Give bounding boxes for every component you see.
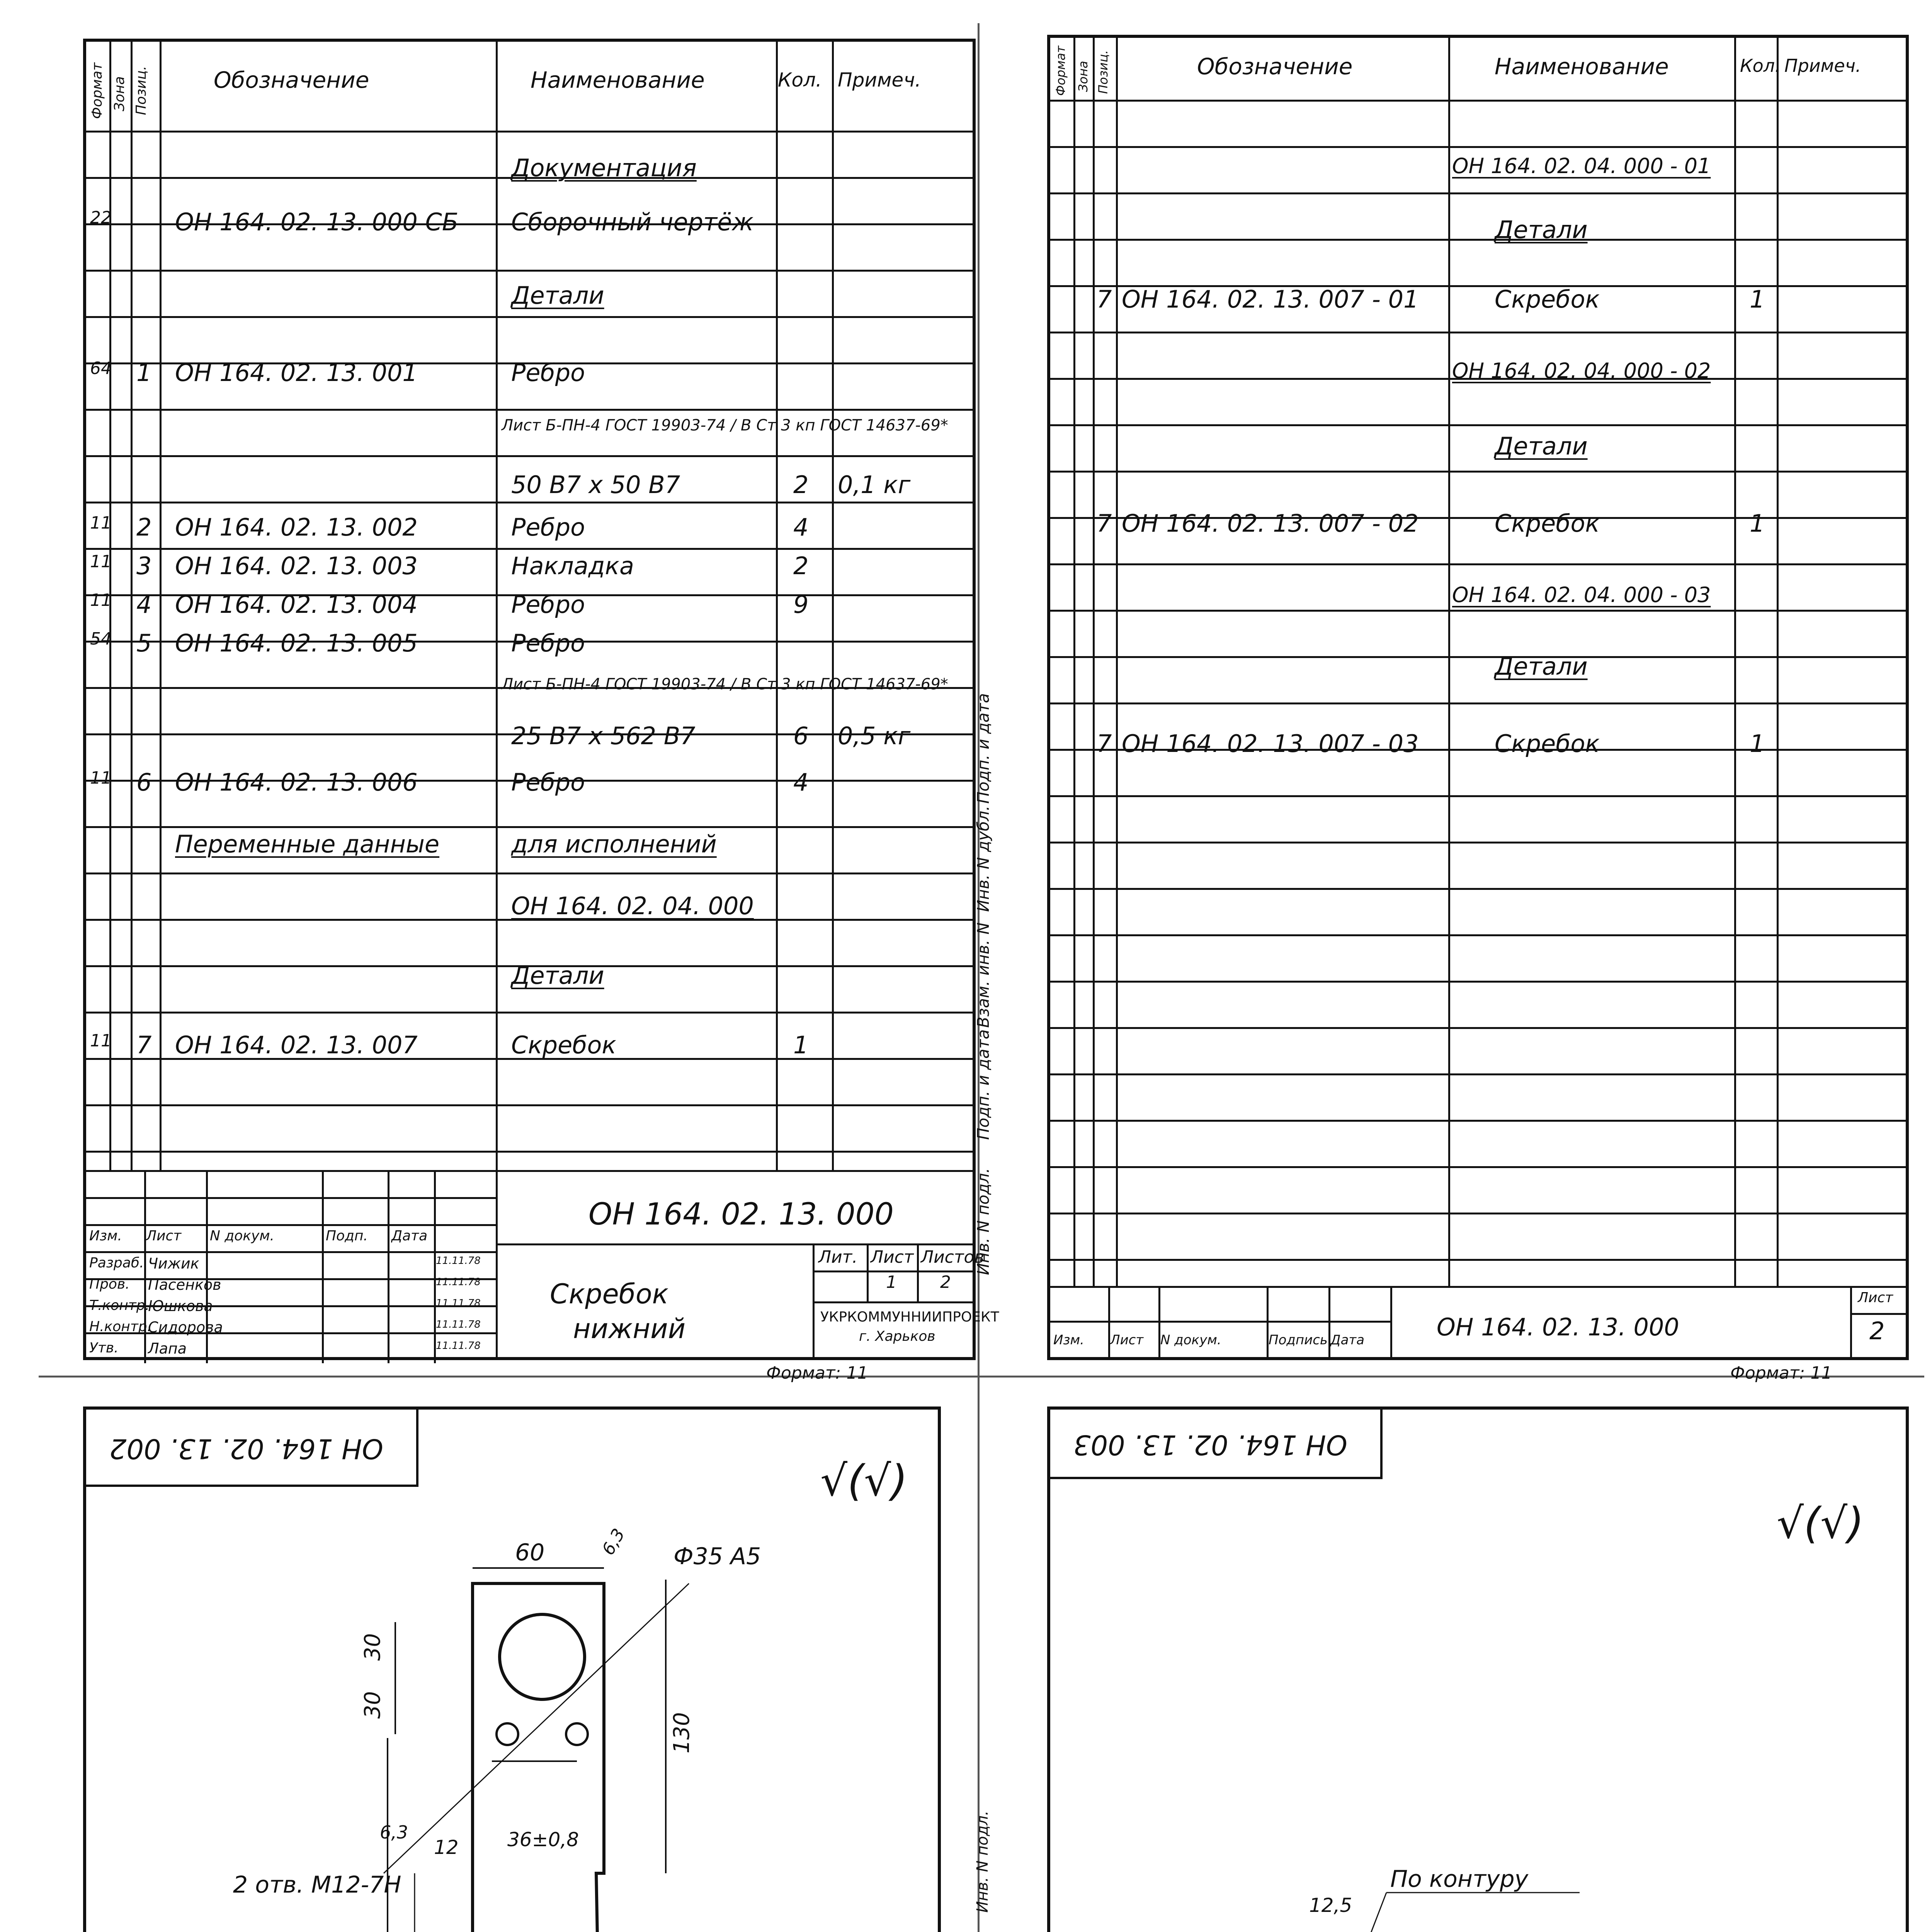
spec1-stamp-person: Лапа	[148, 1340, 187, 1357]
spec1-row-name: 50 В7 х 50 В7	[511, 471, 680, 499]
spec1-row-format: 11	[90, 552, 112, 571]
spec1-stamp-sheet-value: 1	[886, 1272, 897, 1292]
spec1-column-rule	[776, 42, 778, 1170]
spec1-row-format: 22	[90, 208, 112, 228]
spec1-row-designation: ОН 164. 02. 13. 002	[175, 513, 418, 541]
spec1-row-rule	[86, 1104, 973, 1106]
cut-line-horizontal	[39, 1376, 1924, 1378]
spec1-row-format: 11	[90, 768, 112, 788]
spec1-row-format: 64	[90, 359, 112, 378]
spec1-header-note: Примеч.	[838, 69, 921, 91]
spec2-row-rule	[1050, 934, 1906, 936]
spec2-header-pos: Позиц.	[1096, 50, 1111, 94]
spec1-row-rule	[86, 1151, 973, 1153]
drawing2-side-label: Инв. N подл.	[974, 1810, 992, 1913]
spec1-stamp-rule	[867, 1243, 869, 1301]
spec1-header-zone: Зона	[112, 76, 128, 111]
spec1-stamp-rule	[496, 1170, 498, 1359]
spec1-row-position: 4	[136, 590, 152, 619]
drawing2-roughness-mark: √(√)	[1777, 1498, 1864, 1548]
spec1-stamp-title-2: нижний	[573, 1313, 686, 1345]
spec2-row-quantity: 1	[1750, 509, 1765, 537]
spec1-column-rule	[160, 42, 162, 1170]
spec2-row-name: Детали	[1495, 652, 1588, 680]
spec1-row-format: 54	[90, 629, 112, 649]
drawing1-dim-chamfer-holes: 6,3	[380, 1822, 408, 1843]
spec1-stamp-date: 11.11.78	[436, 1276, 481, 1288]
spec2-row-rule	[1050, 702, 1906, 704]
spec1-column-rule	[496, 42, 498, 1170]
spec1-row-quantity: 1	[793, 1031, 809, 1059]
spec1-header-name: Наименование	[531, 67, 705, 93]
spec-sheet-2	[1047, 35, 1909, 1383]
spec1-row-position: 2	[136, 513, 152, 541]
spec2-header-name: Наименование	[1495, 53, 1669, 80]
spec1-header-format: Формат	[89, 62, 105, 119]
spec2-row-position: 7	[1097, 730, 1112, 758]
spec1-stamp-top-rule	[86, 1170, 973, 1172]
spec1-stamp-person: Пасенков	[148, 1276, 221, 1293]
spec1-stamp-date: 11.11.78	[436, 1340, 481, 1352]
spec2-row-rule	[1050, 332, 1906, 333]
spec1-stamp-col-rule	[434, 1170, 436, 1363]
spec1-row-designation: ОН 164. 02. 13. 001	[175, 359, 418, 387]
spec1-row-name: Ребро	[511, 359, 585, 387]
drawing-sheet-nakladka	[1047, 1406, 1909, 1932]
spec1-row-name: Детали	[511, 961, 604, 990]
spec1-row-name: Ребро	[511, 629, 585, 657]
spec2-row-rule	[1050, 1213, 1906, 1214]
spec2-header-zone: Зона	[1076, 61, 1090, 92]
spec1-header-pos: Позиц.	[133, 66, 149, 115]
spec1-stamp-date: 11.11.78	[436, 1255, 481, 1267]
drawing1-dim-12: 12	[434, 1836, 459, 1859]
spec1-row-rule	[86, 548, 973, 550]
spec2-stamp-col-rule	[1390, 1286, 1392, 1357]
spec2-side-label: Подп. и дата	[974, 693, 993, 804]
spec1-row-rule	[86, 409, 973, 411]
spec1-stamp-column-label: Лист	[146, 1228, 182, 1244]
spec1-row-name: ОН 164. 02. 04. 000	[511, 892, 754, 920]
spec2-row-name: ОН 164. 02. 04. 000 - 03	[1452, 583, 1711, 607]
drawing1-threaded-hole-1	[497, 1723, 518, 1745]
spec2-row-rule	[1050, 146, 1906, 148]
drawing1-dim-width: 60	[515, 1539, 545, 1566]
spec2-row-rule	[1050, 192, 1906, 194]
spec2-row-name: ОН 164. 02. 04. 000 - 02	[1452, 359, 1711, 383]
spec1-row-format: 11	[90, 590, 112, 610]
spec1-column-rule	[131, 42, 133, 1170]
spec2-stamp-column-label: Дата	[1330, 1332, 1365, 1348]
spec2-row-rule	[1050, 656, 1906, 658]
spec1-row-quantity: 6	[793, 722, 809, 750]
spec1-stamp-date: 11.11.78	[436, 1298, 481, 1309]
spec1-stamp-role: Утв.	[89, 1340, 119, 1356]
spec1-row-quantity: 2	[793, 552, 809, 580]
spec2-row-rule	[1050, 1166, 1906, 1168]
drawing1-threaded-hole-2	[566, 1723, 588, 1745]
spec1-row-designation: Переменные данные	[175, 830, 440, 858]
drawing2-roughness-value: 12,5	[1309, 1894, 1352, 1917]
spec1-stamp-rule	[813, 1301, 973, 1303]
spec2-row-rule	[1050, 424, 1906, 426]
spec2-row-quantity: 1	[1750, 730, 1765, 758]
spec1-stamp-code: ОН 164. 02. 13. 000	[588, 1197, 894, 1232]
drawing1-dim-thread: 2 отв. М12-7Н	[233, 1871, 401, 1898]
spec2-stamp-top-rule	[1050, 1286, 1906, 1288]
spec1-row-designation: ОН 164. 02. 13. 003	[175, 552, 418, 580]
spec1-row-rule	[86, 455, 973, 457]
spec2-row-position: 7	[1097, 509, 1112, 537]
spec1-row-designation: ОН 164. 02. 13. 005	[175, 629, 418, 657]
spec1-stamp-title-1: Скребок	[550, 1278, 668, 1310]
spec1-row-name: 25 В7 х 562 В7	[511, 722, 696, 750]
spec1-row-designation: ОН 164. 02. 13. 006	[175, 768, 418, 796]
spec1-row-name: Лист Б-ПН-4 ГОСТ 19903-74 / В Ст 3 кп ГОСТ 14637-69*	[502, 675, 948, 693]
spec2-stamp-column-label: Подпись	[1269, 1332, 1328, 1348]
drawing1-dim-30-upper: 30	[360, 1633, 385, 1661]
spec2-side-label: Инв. N подл.	[974, 1168, 993, 1275]
spec1-stamp-column-label: Подп.	[326, 1228, 368, 1244]
spec2-row-name: Скребок	[1495, 730, 1600, 758]
spec1-row-format: 11	[90, 1031, 112, 1051]
spec1-stamp-person: Чижик	[148, 1255, 199, 1272]
spec2-row-rule	[1050, 1259, 1906, 1261]
spec1-stamp-col-rule	[388, 1170, 389, 1363]
spec1-row-position: 7	[136, 1031, 152, 1059]
spec2-row-designation: ОН 164. 02. 13. 007 - 02	[1122, 509, 1419, 537]
spec1-row-name: для исполнений	[511, 830, 717, 858]
spec1-row-quantity: 9	[793, 590, 809, 619]
spec1-stamp-col-rule	[322, 1170, 324, 1363]
spec1-row-quantity: 4	[793, 768, 809, 796]
drawing1-mirrored-code: ОН 164. 02. 13. 002	[109, 1433, 383, 1464]
spec2-stamp-rule	[1850, 1286, 1852, 1357]
spec2-column-rule	[1073, 38, 1075, 1286]
spec2-column-rule	[1777, 38, 1779, 1286]
spec2-stamp-column-label: Изм.	[1053, 1332, 1084, 1348]
spec2-row-rule	[1050, 981, 1906, 983]
spec2-row-name: Скребок	[1495, 285, 1600, 313]
spec2-column-rule	[1734, 38, 1736, 1286]
spec2-row-name: Детали	[1495, 432, 1588, 460]
spec2-row-name: Детали	[1495, 216, 1588, 244]
spec1-row-name: Скребок	[511, 1031, 616, 1059]
spec1-header-qty: Кол.	[778, 69, 822, 91]
spec1-row-name: Ребро	[511, 768, 585, 796]
drawing2-contour-leader	[1367, 1893, 1386, 1932]
spec1-row-name: Сборочный чертёж	[511, 208, 754, 236]
drawing1-part-view	[86, 1468, 936, 1932]
spec1-row-designation: ОН 164. 02. 13. 000 СБ	[175, 208, 459, 236]
spec2-stamp-sheet-value: 2	[1869, 1317, 1885, 1345]
spec1-row-name: Лист Б-ПН-4 ГОСТ 19903-74 / В Ст 3 кп ГОСТ 14637-69*	[502, 417, 948, 434]
spec1-stamp-role: Разраб.	[89, 1255, 144, 1271]
drawing2-contour-label: По контуру	[1390, 1866, 1529, 1893]
spec2-stamp-format: Формат: 11	[1730, 1363, 1832, 1383]
spec1-row-designation: ОН 164. 02. 13. 007	[175, 1031, 418, 1059]
spec1-stamp-column-label: N докум.	[210, 1228, 274, 1244]
spec1-stamp-lit-label: Лит.	[818, 1247, 858, 1267]
spec1-stamp-sheets-value: 2	[940, 1272, 951, 1292]
spec2-row-rule	[1050, 471, 1906, 473]
spec1-row-name: Документация	[511, 154, 697, 182]
spec2-row-rule	[1050, 795, 1906, 797]
spec2-side-label: Инв. N дубл.	[974, 805, 993, 912]
spec2-side-label: Взам. инв. N	[974, 922, 993, 1028]
spec2-header-qty: Кол.	[1740, 55, 1781, 76]
spec1-stamp-column-label: Изм.	[89, 1228, 122, 1244]
drawing1-rib-outline	[473, 1583, 604, 1932]
spec2-stamp-rule	[1050, 1321, 1390, 1323]
spec2-side-label: Подп. и дата	[974, 1029, 993, 1140]
spec2-column-rule	[1448, 38, 1450, 1286]
spec1-row-rule	[86, 502, 973, 503]
spec1-row-rule	[86, 872, 973, 874]
spec1-header-designation: Обозначение	[214, 67, 369, 93]
spec1-stamp-person: Юшкова	[148, 1298, 213, 1315]
spec1-row-note: 0,1 кг	[838, 471, 911, 499]
spec1-row-name: Ребро	[511, 590, 585, 619]
spec1-row-position: 5	[136, 629, 152, 657]
spec1-stamp-rule	[496, 1243, 973, 1245]
spec2-row-rule	[1050, 610, 1906, 612]
spec1-stamp-org: УКРКОММУННИИПРОЕКТ	[820, 1309, 999, 1325]
spec2-stamp-column-label: Лист	[1110, 1332, 1144, 1348]
spec1-stamp-role: Пров.	[89, 1276, 130, 1292]
spec1-row-designation: ОН 164. 02. 13. 004	[175, 590, 418, 619]
drawing-sheet-rebro	[83, 1406, 941, 1932]
spec1-stamp-role: Н.контр.	[89, 1319, 152, 1335]
spec2-stamp-column-label: N докум.	[1160, 1332, 1221, 1348]
spec1-stamp-format: Формат: 11	[766, 1363, 868, 1383]
drawing1-dim-36: 36±0,8	[507, 1828, 579, 1851]
spec2-header-designation: Обозначение	[1197, 53, 1353, 80]
spec2-row-rule	[1050, 239, 1906, 241]
spec2-column-rule	[1093, 38, 1095, 1286]
spec2-row-rule	[1050, 563, 1906, 565]
spec2-row-rule	[1050, 888, 1906, 890]
spec2-row-rule	[1050, 1120, 1906, 1122]
spec1-row-quantity: 2	[793, 471, 809, 499]
spec2-row-quantity: 1	[1750, 285, 1765, 313]
spec1-stamp-column-label: Дата	[391, 1228, 428, 1244]
spec2-stamp-rule	[1850, 1313, 1906, 1315]
spec2-row-rule	[1050, 1027, 1906, 1029]
drawing2-mirrored-code: ОН 164. 02. 13. 003	[1073, 1429, 1347, 1461]
spec1-row-note: 0,5 кг	[838, 722, 911, 750]
spec2-row-rule	[1050, 842, 1906, 844]
spec2-header-format: Формат	[1053, 46, 1068, 96]
drawing1-dim-chamfer: 6,3	[598, 1525, 629, 1559]
drawing2-mirrored-code-box	[1050, 1410, 1383, 1479]
spec1-row-rule	[86, 270, 973, 272]
drawing1-dim-130: 130	[669, 1712, 694, 1753]
spec2-header-note: Примеч.	[1784, 55, 1861, 76]
spec1-row-format: 11	[90, 513, 112, 533]
spec1-row-position: 6	[136, 768, 152, 796]
spec1-row-quantity: 4	[793, 513, 809, 541]
spec2-row-designation: ОН 164. 02. 13. 007 - 03	[1122, 730, 1419, 758]
spec1-row-rule	[86, 826, 973, 828]
spec1-header-rule	[86, 131, 973, 133]
spec2-stamp-code: ОН 164. 02. 13. 000	[1437, 1313, 1679, 1341]
spec2-stamp-sheet-label: Лист	[1858, 1290, 1893, 1306]
spec1-stamp-rule	[917, 1243, 919, 1301]
spec1-stamp-role: Т.контр.	[89, 1298, 150, 1313]
spec2-row-designation: ОН 164. 02. 13. 007 - 01	[1122, 285, 1419, 313]
spec2-row-position: 7	[1097, 285, 1112, 313]
spec2-header-rule	[1050, 100, 1906, 102]
spec1-row-position: 1	[136, 359, 152, 387]
spec2-column-rule	[1116, 38, 1118, 1286]
spec1-row-name: Накладка	[511, 552, 634, 580]
spec1-row-rule	[86, 1012, 973, 1014]
spec2-row-name: Скребок	[1495, 509, 1600, 537]
spec1-stamp-person: Сидорова	[148, 1319, 223, 1336]
spec1-stamp-sheet-label: Лист	[871, 1247, 914, 1267]
spec1-row-name: Детали	[511, 281, 604, 310]
drawing1-roughness-mark: √(√)	[820, 1456, 908, 1505]
drawing1-dim-30-lower: 30	[360, 1691, 385, 1719]
spec1-row-name: Ребро	[511, 513, 585, 541]
spec1-row-position: 3	[136, 552, 152, 580]
spec1-stamp-date: 11.11.78	[436, 1319, 481, 1330]
drawing2-part-view	[1050, 1641, 1900, 1932]
spec1-column-rule	[832, 42, 834, 1170]
spec1-stamp-city: г. Харьков	[859, 1328, 935, 1344]
spec1-row-rule	[86, 316, 973, 318]
spec2-row-name: ОН 164. 02. 04. 000 - 01	[1452, 154, 1711, 178]
spec1-stamp-sheets-label: Листов	[921, 1247, 985, 1267]
spec2-row-rule	[1050, 1073, 1906, 1075]
drawing1-large-hole	[500, 1614, 585, 1699]
drawing1-dim-hole-diameter: Ф35 А5	[673, 1543, 761, 1570]
